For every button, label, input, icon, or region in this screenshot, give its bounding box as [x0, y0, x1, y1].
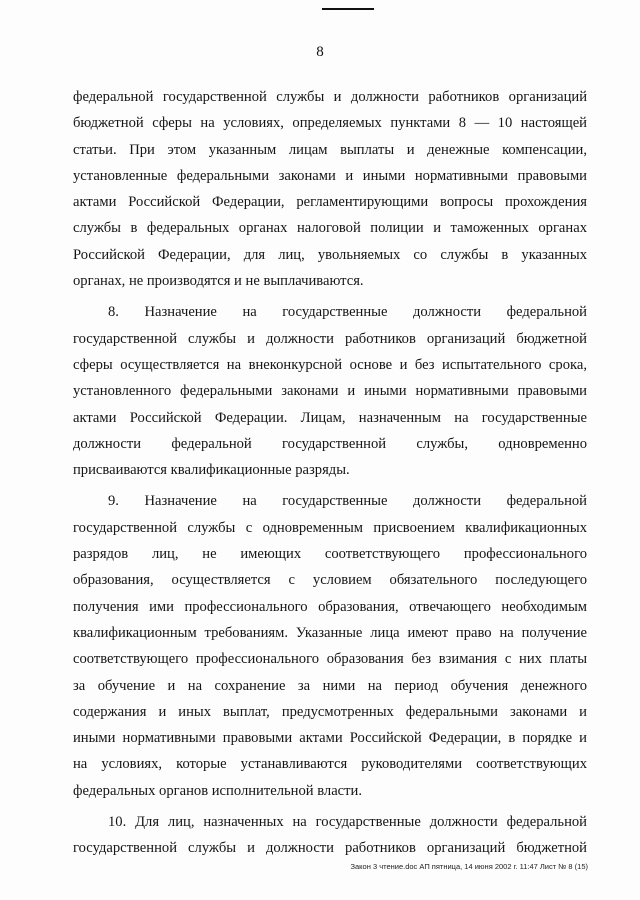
text-line: государственной службы и должности работников организаций бюджетной [73, 330, 587, 347]
text-line: на условиях, которые устанавливаются руководителями соответствующих [73, 756, 587, 773]
text-line: 8. Назначение на государственные должности федеральной [108, 304, 587, 321]
paragraph-item-9 [73, 488, 587, 804]
text-line: иными нормативными правовыми актами Российской Федерации, в порядке и [73, 730, 587, 747]
text-line: квалификационным требованиям. Указанные лица имеют право на получение [73, 624, 587, 641]
text-line: установленного федеральными законами и иными нормативными правовыми [73, 383, 587, 400]
paragraph-item-8 [73, 299, 587, 483]
text-line: образования, осуществляется с условием обязательного последующего [73, 572, 587, 589]
footer-file-info: Закон 3 чтение.doc АП пятница, 14 июня 2002 г. 11:47 Лист № 8 (15) [350, 862, 588, 871]
text-line: установленные федеральными законами и иными нормативными правовыми [73, 167, 587, 184]
text-line: сферы осуществляется на внеконкурсной основе и без испытательного срока, [73, 356, 587, 373]
paragraph-item-10 [73, 809, 587, 862]
body-text [73, 84, 587, 862]
text-line: должности федеральной государственной службы, одновременно [73, 435, 587, 452]
text-line: разрядов лиц, не имеющих соответствующего профессионального [73, 546, 587, 563]
text-line: содержания и иных выплат, предусмотренных федеральными законами и [73, 703, 587, 720]
text-line: за обучение и на сохранение за ними на период обучения денежного [73, 677, 587, 694]
text-line: получения ими профессионального образования, отвечающего необходимым [73, 598, 587, 615]
text-line: государственной службы и должности работников организаций бюджетной [73, 840, 587, 857]
text-line: присваиваются квалификационные разряды. [73, 462, 350, 479]
text-line: соответствующего профессионального образования без взимания с них платы [73, 651, 587, 668]
text-line: бюджетной сферы на условиях, определяемых пунктами 8 — 10 настоящей [73, 115, 587, 132]
page-number: 8 [316, 44, 324, 60]
text-line: службы в федеральных органах налоговой полиции и таможенных органах [73, 220, 587, 237]
text-line: актами Российской Федерации, регламентирующими вопросы прохождения [73, 194, 587, 211]
text-line: федеральных органов исполнительной власти. [73, 782, 362, 799]
paragraph-continuation [73, 84, 587, 294]
text-line: органах, не производятся и не выплачиваются. [73, 273, 364, 290]
text-line: государственной службы с одновременным присвоением квалификационных [73, 519, 587, 536]
text-line: статьи. При этом указанным лицам выплаты и денежные компенсации, [73, 141, 587, 158]
text-line: актами Российской Федерации. Лицам, назначенным на государственные [73, 409, 587, 426]
text-line: Российской Федерации, для лиц, увольняемых со службы в указанных [73, 246, 587, 263]
top-rule [322, 8, 374, 10]
text-line: 10. Для лиц, назначенных на государственные должности федеральной [108, 814, 587, 831]
text-line: федеральной государственной службы и должности работников организаций [73, 89, 587, 105]
text-line: 9. Назначение на государственные должности федеральной [108, 493, 587, 510]
